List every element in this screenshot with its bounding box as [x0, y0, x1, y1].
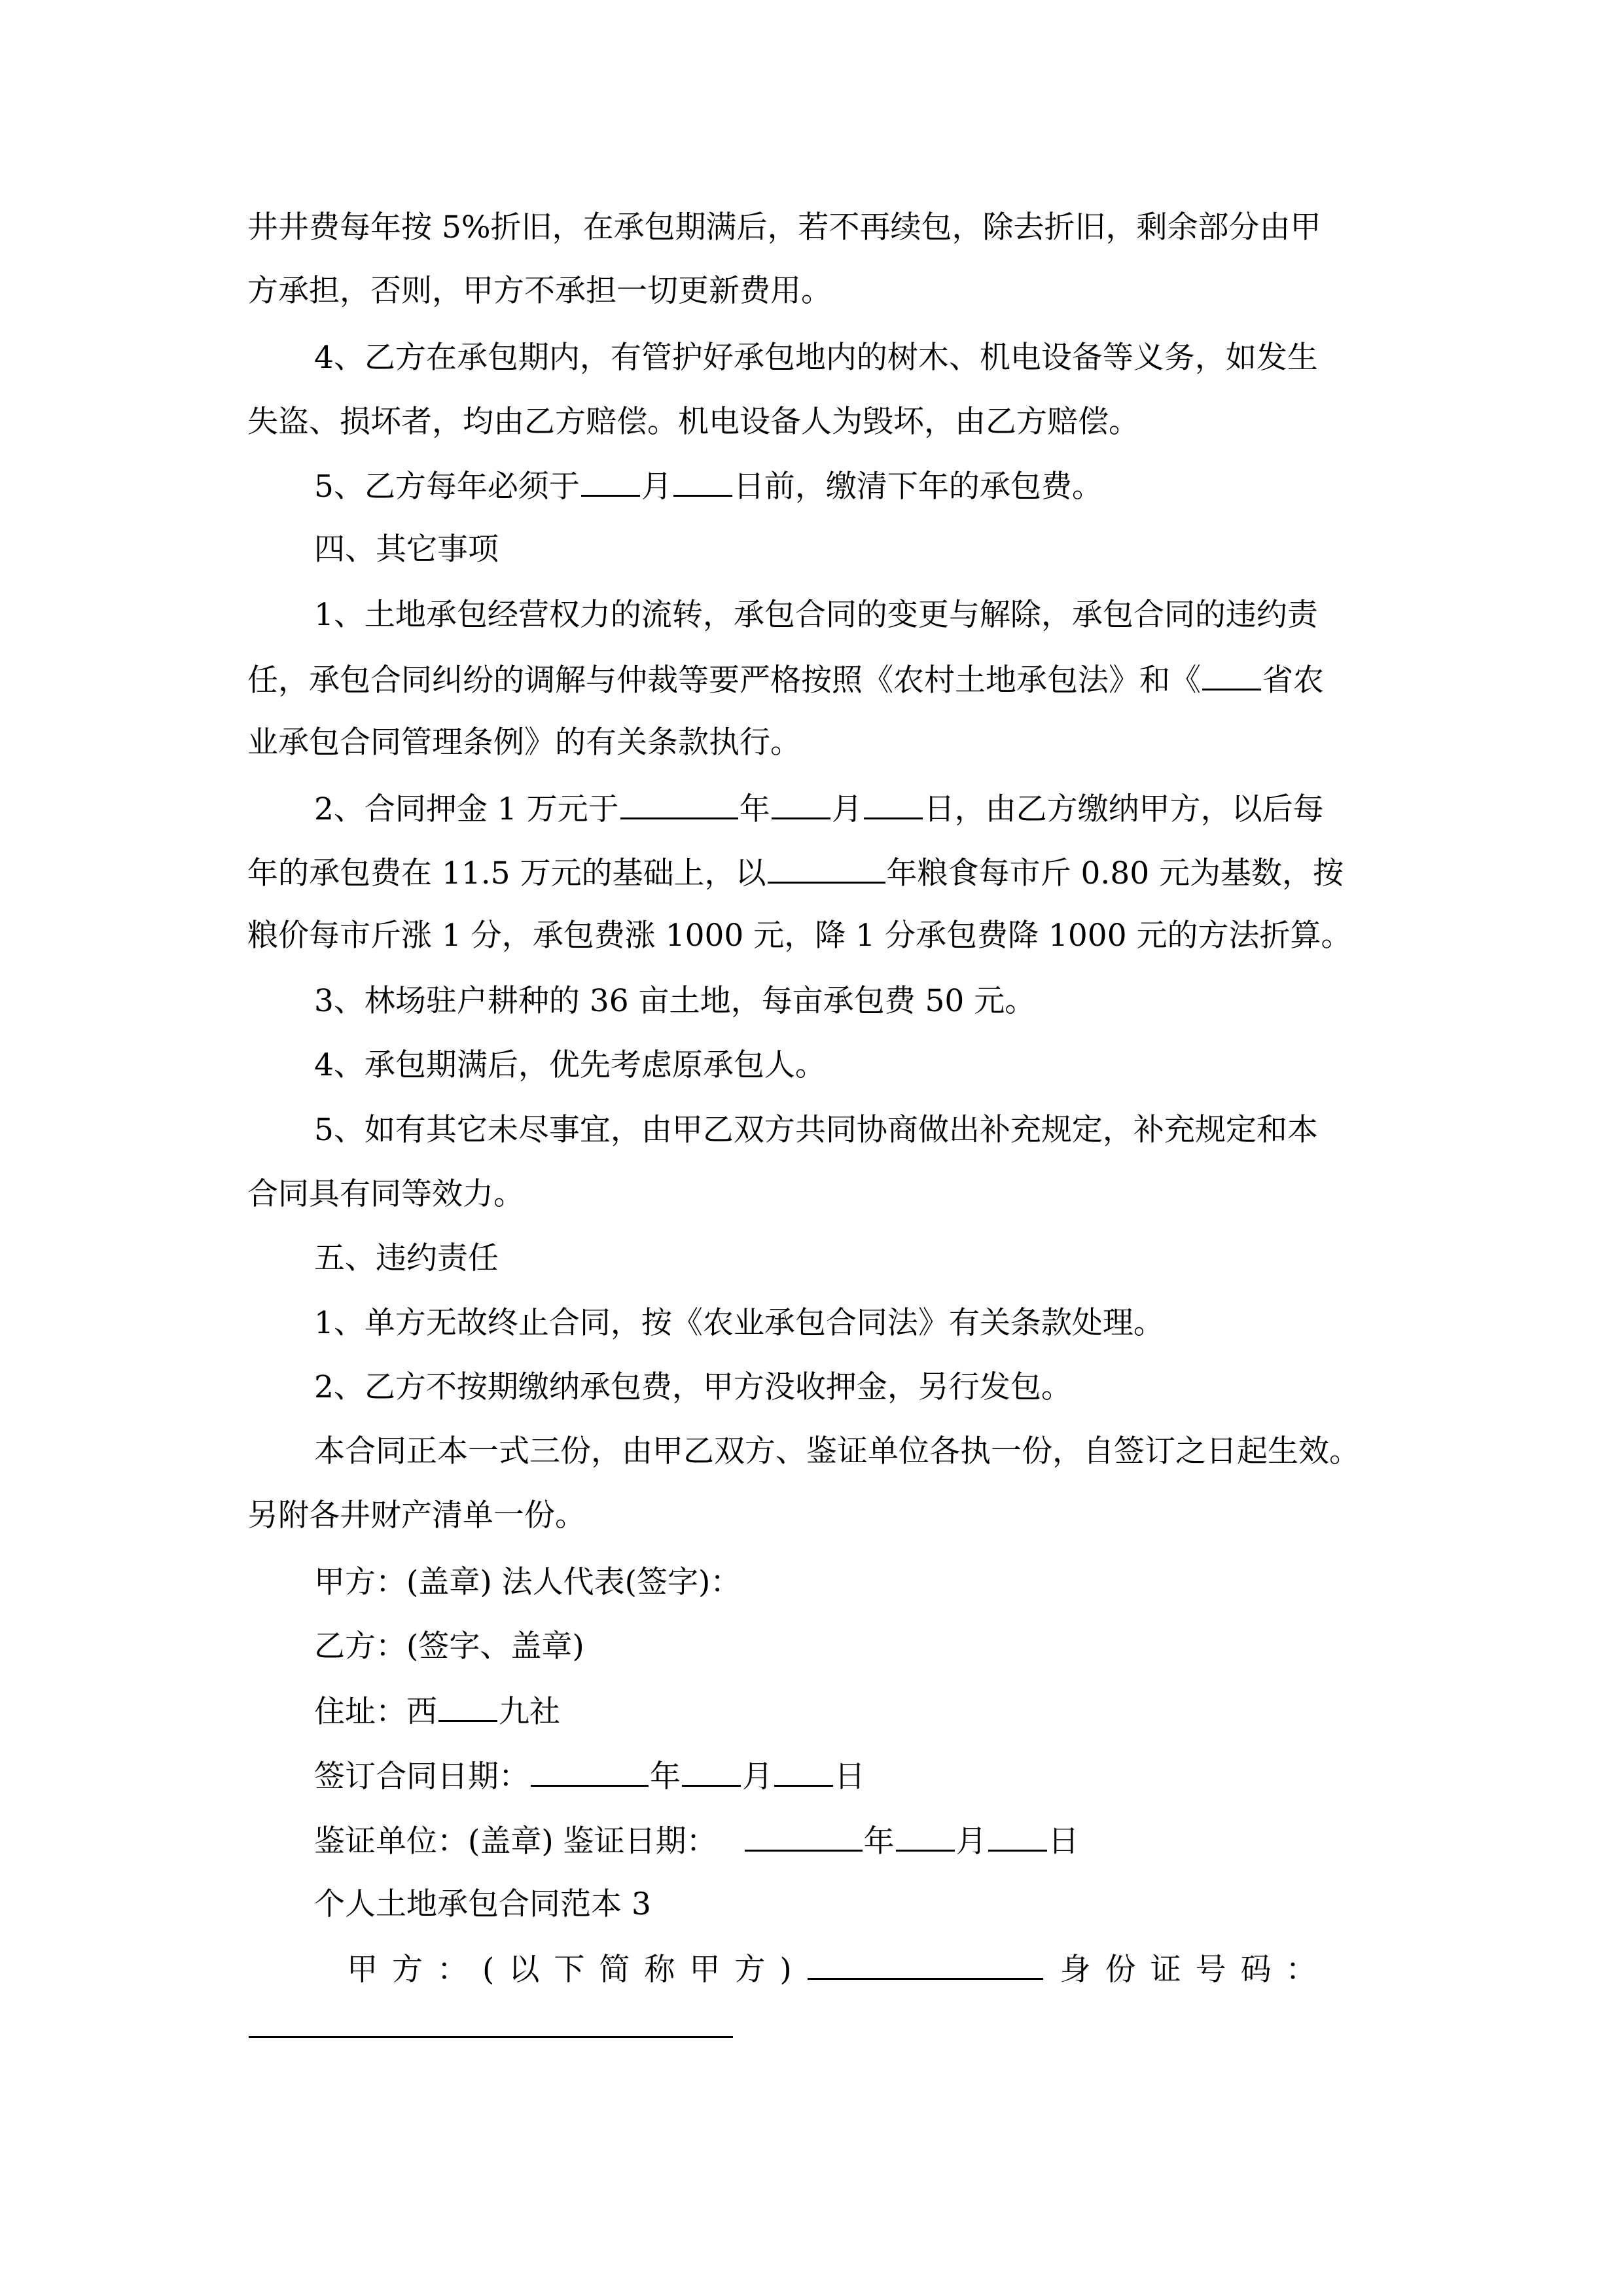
text-line: 业承包合同管理条例》的有关条款执行。: [247, 725, 801, 761]
text-line: 1、土地承包经营权力的流转，承包合同的变更与解除，承包合同的违约责: [314, 597, 1318, 633]
date-line: 鉴证单位：(盖章) 鉴证日期： 年 月 日: [314, 1821, 1079, 1861]
text-line: 2、合同押金 1 万元于 年 月 日，由乙方缴纳甲方，以后每: [314, 789, 1324, 829]
blank-field: [581, 466, 640, 497]
blank-field: [1202, 660, 1261, 691]
text-line: 粮价每市斤涨 1 分，承包费涨 1000 元，降 1 分承包费降 1000 元的方法折算。: [247, 918, 1352, 954]
text-line: 5、如有其它未尽事宜，由甲乙双方共同协商做出补充规定，补充规定和本: [314, 1112, 1318, 1148]
blank-field: [745, 1821, 863, 1852]
text-line: 3、林场驻户耕种的 36 亩土地，每亩承包费 50 元。: [314, 983, 1036, 1019]
blank-field: [988, 1821, 1047, 1852]
blank-field: [620, 789, 738, 819]
text-line: 年的承包费在 11.5 万元的基础上，以 年粮食每市斤 0.80 元为基数，按: [247, 853, 1344, 893]
blank-field: [808, 1949, 1043, 1980]
signature-line: 乙方：(签字、盖章): [314, 1628, 584, 1664]
blank-field: [682, 1756, 741, 1787]
text-line: 井井费每年按 5%折旧，在承包期满后，若不再续包，除去折旧，剩余部分由甲: [247, 209, 1321, 245]
text-line: 合同具有同等效力。: [247, 1176, 524, 1212]
text-line: 2、乙方不按期缴纳承包费，甲方没收押金，另行发包。: [314, 1369, 1072, 1405]
section-heading: 四、其它事项: [314, 531, 499, 567]
text-line: 1、单方无故终止合同，按《农业承包合同法》有关条款处理。: [314, 1305, 1164, 1341]
text-line: 任，承包合同纠纷的调解与仲裁等要严格按照《农村土地承包法》和《 省农: [247, 660, 1324, 700]
text-line: 4、承包期满后，优先考虑原承包人。: [314, 1047, 826, 1083]
signature-line: 甲方：(盖章) 法人代表(签字)：: [314, 1564, 741, 1600]
text-line: 本合同正本一式三份，由甲乙双方、鉴证单位各执一份，自签订之日起生效。: [314, 1433, 1360, 1469]
blank-field: [896, 1821, 955, 1852]
blank-field: [438, 1691, 497, 1722]
text-line: 方承担，否则，甲方不承担一切更新费用。: [247, 273, 832, 309]
text-line: 5、乙方每年必须于 月 日前，缴清下年的承包费。: [314, 466, 1103, 507]
blank-field: [772, 789, 830, 819]
text-line: 另附各井财产清单一份。: [247, 1498, 586, 1534]
text-line: 4、乙方在承包期内，有管护好承包地内的树木、机电设备等义务，如发生: [314, 340, 1318, 376]
blank-field: [673, 466, 732, 497]
blank-field: [531, 1756, 649, 1787]
blank-field: [774, 1756, 833, 1787]
blank-field: [864, 789, 923, 819]
blank-field: [768, 853, 885, 884]
text-line: 失盗、损坏者，均由乙方赔偿。机电设备人为毁坏，由乙方赔偿。: [247, 404, 1139, 440]
section-title: 个人土地承包合同范本 3: [314, 1886, 651, 1922]
section-heading: 五、违约责任: [314, 1240, 499, 1276]
date-line: 签订合同日期： 年 月 日: [314, 1756, 865, 1797]
address-line: 住址：西 九社: [314, 1691, 560, 1732]
text-line: 甲方：(以下简称甲方) 身份证号码：: [347, 1949, 1331, 1990]
footnote-separator: [249, 2036, 733, 2038]
